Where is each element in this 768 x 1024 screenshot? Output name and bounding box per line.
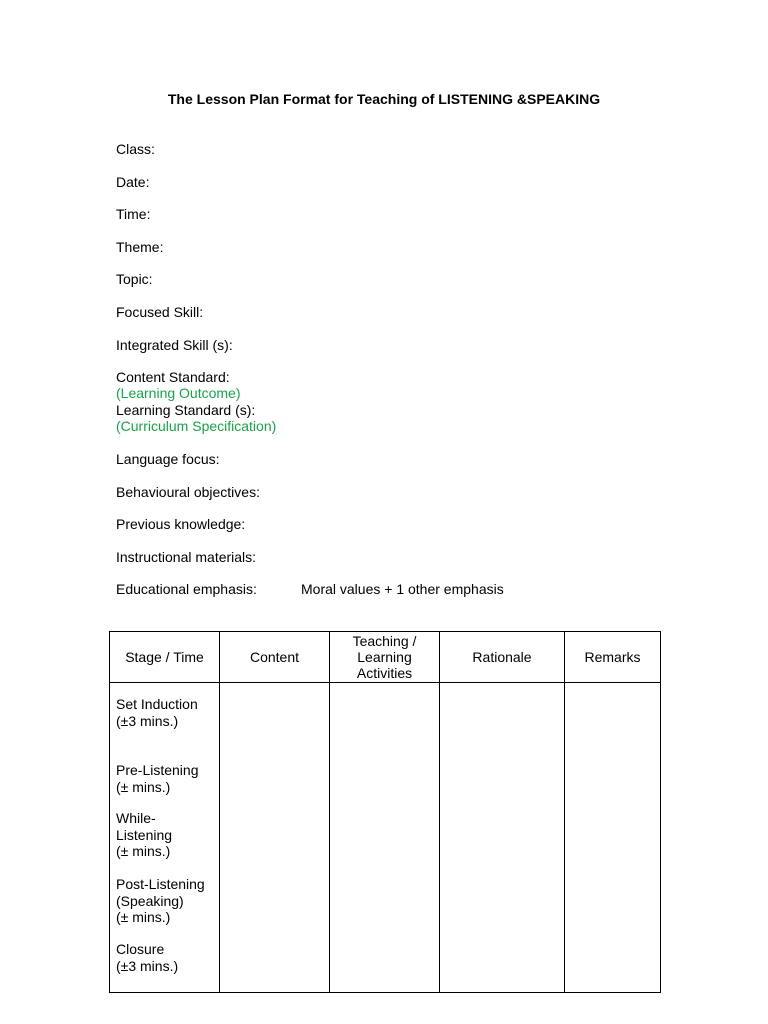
header-activities-line-2: Learning xyxy=(357,649,412,665)
topic-label: Topic: xyxy=(116,271,153,287)
stage-duration: (±3 mins.) xyxy=(116,712,179,729)
table-body-row xyxy=(110,683,661,993)
stage-time-cell xyxy=(110,683,220,993)
header-activities-line-3: Activities xyxy=(356,665,413,681)
rationale-cell xyxy=(440,683,565,993)
integrated-skill-label: Integrated Skill (s): xyxy=(116,337,233,353)
date-label: Date: xyxy=(116,174,150,190)
content-standard-label: Content Standard: xyxy=(116,369,230,385)
content-standard-note: (Learning Outcome) xyxy=(116,385,241,401)
previous-knowledge-label: Previous knowledge: xyxy=(116,516,246,532)
document-title: The Lesson Plan Format for Teaching of LISTENING &SPEAKING xyxy=(167,91,601,107)
activities-cell xyxy=(330,683,440,993)
stage-label: Pre-Listening xyxy=(116,762,199,778)
stage-duration: (± mins.) xyxy=(116,909,171,925)
behavioural-objectives-label: Behavioural objectives: xyxy=(116,484,260,500)
stage-duration: (± mins.) xyxy=(116,778,171,795)
stage-label: While- xyxy=(116,810,156,826)
stage-closure xyxy=(116,941,178,974)
stage-label-continued: Listening xyxy=(116,826,173,843)
header-activities-line-1: Teaching / xyxy=(352,633,417,649)
time-label: Time: xyxy=(116,206,151,222)
focused-skill-label: Focused Skill: xyxy=(116,304,204,320)
remarks-cell xyxy=(565,683,661,993)
class-label: Class: xyxy=(116,141,155,157)
lesson-plan-table xyxy=(109,631,661,993)
header-rationale: Rationale xyxy=(440,632,565,683)
stage-duration: (± mins.) xyxy=(116,843,171,859)
educational-emphasis-value: Moral values + 1 other emphasis xyxy=(301,581,504,597)
language-focus-label: Language focus: xyxy=(116,451,220,467)
header-content: Content xyxy=(220,632,330,683)
stage-while-listening xyxy=(116,810,172,860)
table-header-row xyxy=(110,632,661,683)
stage-label-continued: (Speaking) xyxy=(116,892,184,909)
stage-label: Set Induction xyxy=(116,696,198,712)
learning-standard-label: Learning Standard (s): xyxy=(116,402,256,418)
stage-pre-listening xyxy=(116,762,199,795)
header-teaching-learning-activities xyxy=(330,632,440,683)
content-cell xyxy=(220,683,330,993)
stage-label: Post-Listening xyxy=(116,876,205,892)
instructional-materials-label: Instructional materials: xyxy=(116,549,257,565)
theme-label: Theme: xyxy=(116,239,164,255)
stage-set-induction xyxy=(116,696,198,729)
learning-standard-note: (Curriculum Specification) xyxy=(116,418,277,434)
stage-duration: (±3 mins.) xyxy=(116,957,179,974)
header-stage-time: Stage / Time xyxy=(110,632,220,683)
header-remarks: Remarks xyxy=(565,632,661,683)
educational-emphasis-label: Educational emphasis: xyxy=(116,581,257,597)
stage-post-listening xyxy=(116,876,205,926)
stage-label: Closure xyxy=(116,941,165,957)
